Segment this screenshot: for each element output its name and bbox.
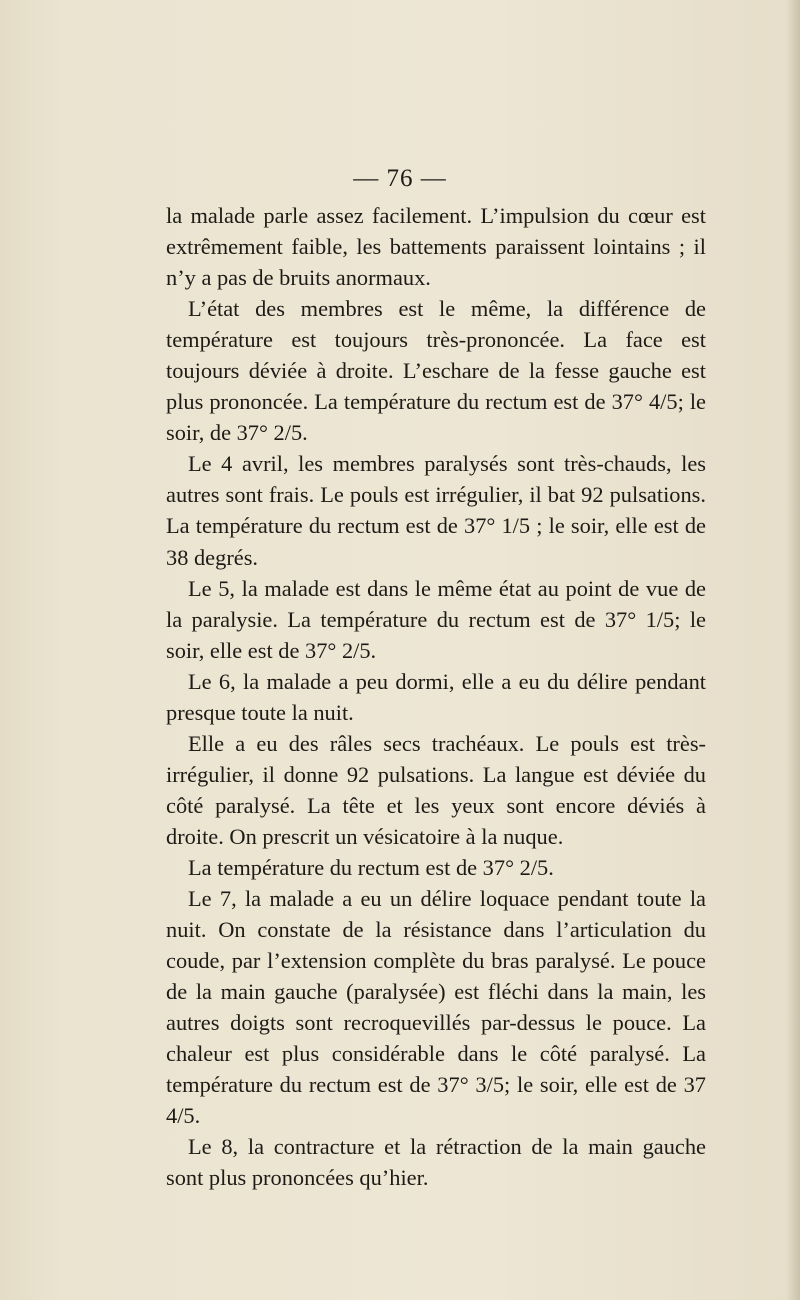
- paragraph: Le 4 avril, les membres paralysés sont très-chauds, les autres sont frais. Le pouls est irrégulier, il bat 92 pulsations. La température du rectum est de 37° 1/5 ; le soir, elle est de 38 degrés.: [166, 451, 706, 570]
- paragraph: Le 7, la malade a eu un délire loquace pendant toute la nuit. On constate de la résistance dans l’articulation du coude, par l’extension complète du bras paralysé. Le pouce de la main gauche (paralysée) est fléchi dans la main, les autres doigts sont recroquevillés par-dessus le pouce. La chaleur est plus considérable dans le côté paralysé. La température du rectum est de 37° 3/5; le soir, elle est de 37 4/5.: [166, 886, 706, 1129]
- page-edge-shadow: [786, 0, 800, 1300]
- paragraph: L’état des membres est le même, la différence de température est toujours très-prononcée. La face est toujours déviée à droite. L’eschare de la fesse gauche est plus prononcée. La température du rectum est de 37° 4/5; le soir, de 37° 2/5.: [166, 296, 706, 446]
- paragraph: Le 5, la malade est dans le même état au point de vue de la paralysie. La température du rectum est de 37° 1/5; le soir, elle est de 37° 2/5.: [166, 575, 706, 663]
- paragraph: la malade parle assez facilement. L’impulsion du cœur est extrêmement faible, les battements paraissent lointains ; il n’y a pas de bruits anormaux.: [166, 203, 706, 291]
- paragraph: Elle a eu des râles secs trachéaux. Le pouls est très-irrégulier, il donne 92 pulsations. La langue est déviée du côté paralysé. La tête et les yeux sont encore déviés à droite. On prescrit un vésicatoire à la nuque.: [166, 730, 706, 849]
- body-text: [166, 200, 706, 1194]
- page-number: — 76 —: [353, 165, 447, 192]
- paragraph: Le 8, la contracture et la rétraction de la main gauche sont plus prononcées qu’hier.: [166, 1134, 706, 1191]
- paragraph: La température du rectum est de 37° 2/5.: [188, 854, 554, 880]
- paragraph: Le 6, la malade a peu dormi, elle a eu du délire pendant presque toute la nuit.: [166, 668, 706, 725]
